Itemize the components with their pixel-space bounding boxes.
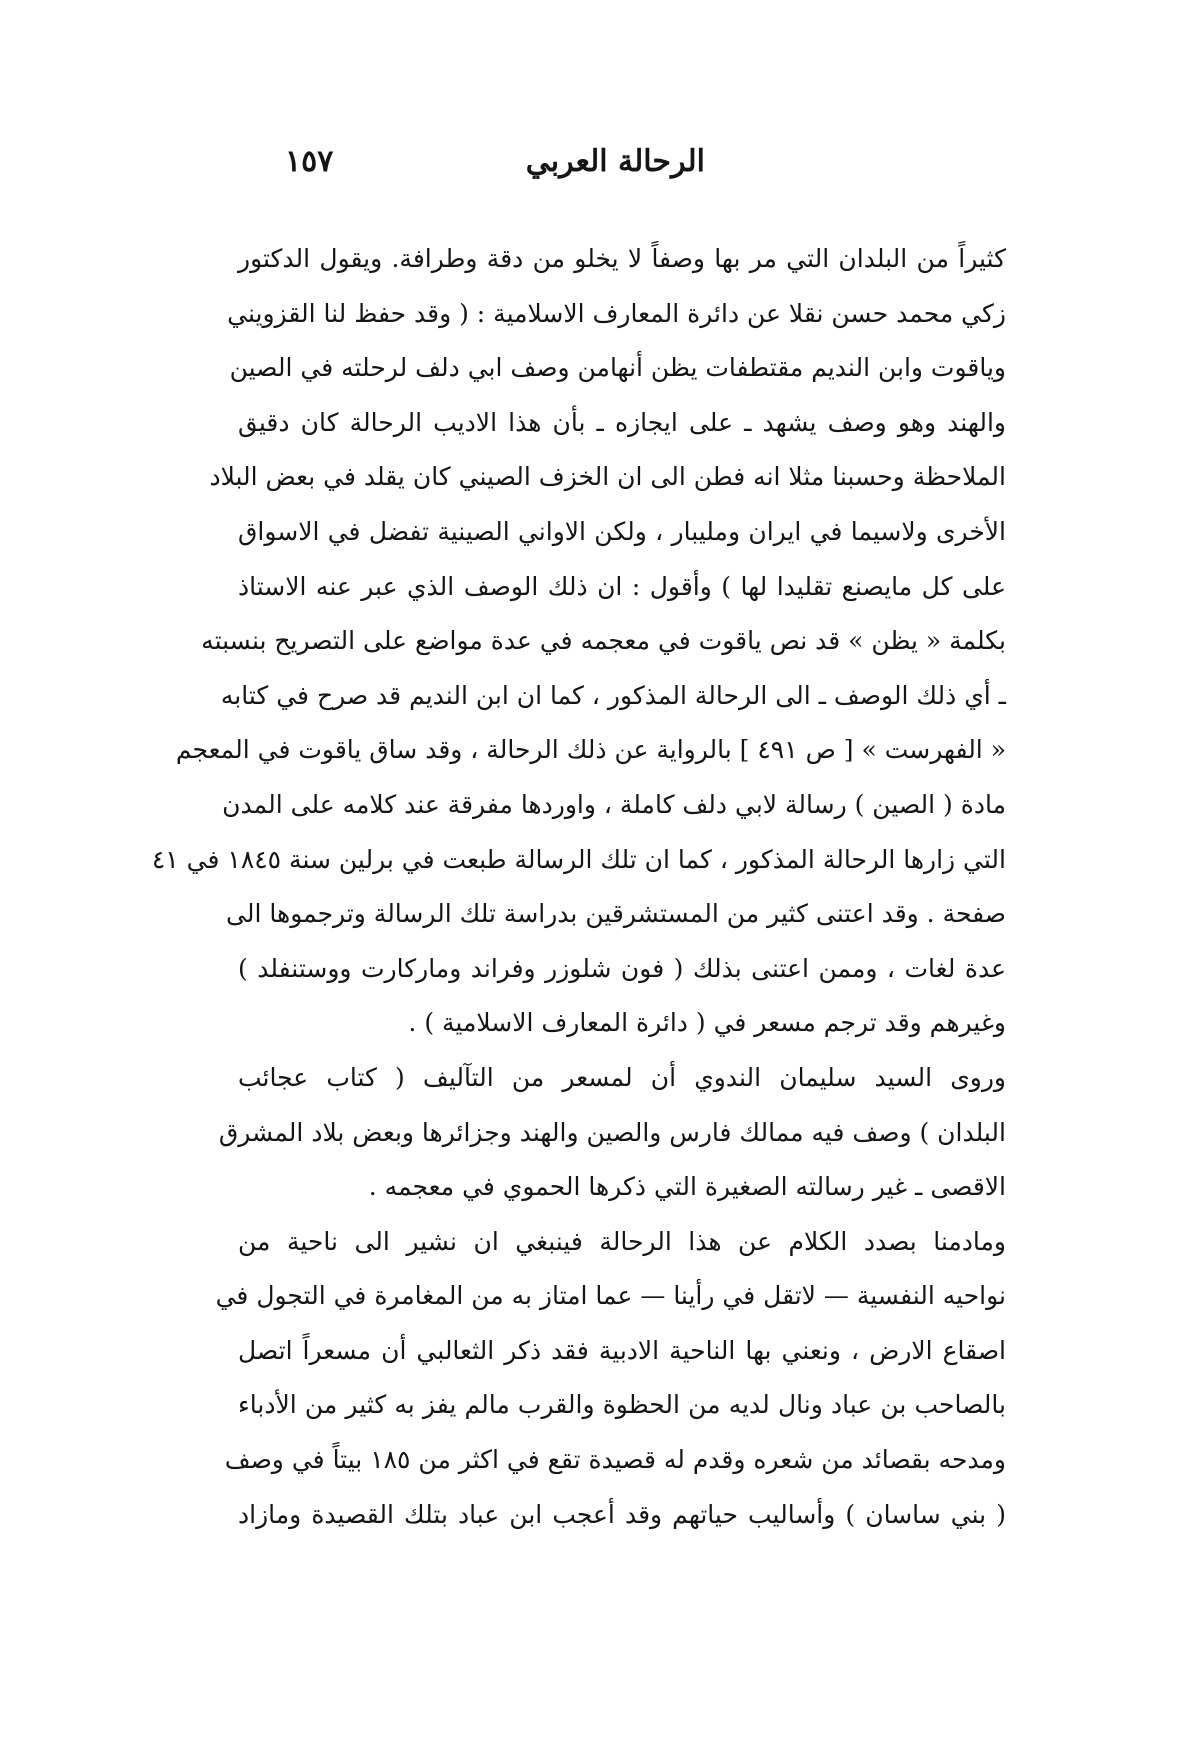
text-line: بكلمة « يظن » قد نص ياقوت في معجمه في عدة مواضع على التصريح بنسبته bbox=[201, 626, 1006, 656]
text-line: نواحيه النفسية — لاتقل في رأينا — عما امتاز به من المغامرة في التجول في bbox=[215, 1281, 1006, 1311]
text-line: وروى السيد سليمان الندوي أن لمسعر من التآليف ( كتاب عجائب bbox=[238, 1062, 1006, 1092]
paragraph-3 bbox=[215, 1215, 1006, 1543]
running-title: الرحالة العربي bbox=[525, 144, 705, 179]
page-header bbox=[285, 140, 705, 190]
text-line: بالصاحب بن عباد ونال لديه من الحظوة والقرب مالم يفز به كثير من الأدباء bbox=[238, 1390, 1006, 1420]
text-line: التي زارها الرحالة المذكور ، كما ان تلك الرسالة طبعت في برلين سنة ١٨٤٥ في ٤١ bbox=[151, 844, 1006, 874]
page-number: ١٥٧ bbox=[285, 144, 334, 179]
text-line: الأخرى ولاسيما في ايران ومليبار ، ولكن الاواني الصينية تفضل في الاسواق bbox=[238, 516, 1006, 546]
paragraph-2 bbox=[218, 1051, 1006, 1215]
text-line: ومادمنا بصدد الكلام عن هذا الرحالة فينبغي ان نشير الى ناحية من bbox=[238, 1226, 1006, 1256]
body-text bbox=[151, 232, 1006, 1542]
text-line: مادة ( الصين ) رسالة لابي دلف كاملة ، واوردها مفرقة عند كلامه على المدن bbox=[222, 789, 1006, 819]
text-line: البلدان ) وصف فيه ممالك فارس والصين والهند وجزائرها وبعض بلاد المشرق bbox=[218, 1117, 1006, 1147]
text-line: الملاحظة وحسبنا مثلا انه فطن الى ان الخزف الصيني كان يقلد في بعض البلاد bbox=[209, 462, 1006, 492]
text-line: على كل مايصنع تقليدا لها ) وأقول : ان ذلك الوصف الذي عبر عنه الاستاذ bbox=[238, 571, 1006, 601]
text-line: والهند وهو وصف يشهد ـ على ايجازه ـ بأن هذا الاديب الرحالة كان دقيق bbox=[238, 407, 1006, 437]
paragraph-1 bbox=[151, 232, 1006, 1051]
text-line: عدة لغات ، وممن اعتنى بذلك ( فون شلوزر وفراند وماركارت ووستنفلد ) bbox=[238, 953, 1006, 983]
text-line: الاقصى ـ غير رسالته الصغيرة التي ذكرها الحموي في معجمه . bbox=[368, 1172, 1006, 1202]
text-line: « الفهرست » [ ص ٤٩١ ] بالرواية عن ذلك الرحالة ، وقد ساق ياقوت في المعجم bbox=[175, 735, 1006, 765]
text-line: ( بني ساسان ) وأساليب حياتهم وقد أعجب ابن عباد بتلك القصيدة ومازاد bbox=[238, 1499, 1006, 1529]
text-line: ـ أي ذلك الوصف ـ الى الرحالة المذكور ، كما ان ابن النديم قد صرح في كتابه bbox=[220, 680, 1006, 710]
text-line: وياقوت وابن النديم مقتطفات يظن أنهامن وصف ابي دلف لرحلته في الصين bbox=[229, 353, 1006, 383]
text-line: زكي محمد حسن نقلا عن دائرة المعارف الاسلامية : ( وقد حفظ لنا القزويني bbox=[227, 298, 1006, 328]
text-line: ومدحه بقصائد من شعره وقدم له قصيدة تقع في اكثر من ١٨٥ بيتاً في وصف bbox=[224, 1445, 1006, 1475]
text-line: صفحة . وقد اعتنى كثير من المستشرقين بدراسة تلك الرسالة وترجموها الى bbox=[226, 899, 1006, 929]
text-line: كثيراً من البلدان التي مر بها وصفاً لا يخلو من دقة وطرافة. ويقول الدكتور bbox=[238, 244, 1006, 273]
text-line: وغيرهم وقد ترجم مسعر في ( دائرة المعارف الاسلامية ) . bbox=[408, 1008, 1006, 1038]
text-line: اصقاع الارض ، ونعني بها الناحية الادبية فقد ذكر الثعالبي أن مسعراً اتصل bbox=[238, 1335, 1006, 1365]
